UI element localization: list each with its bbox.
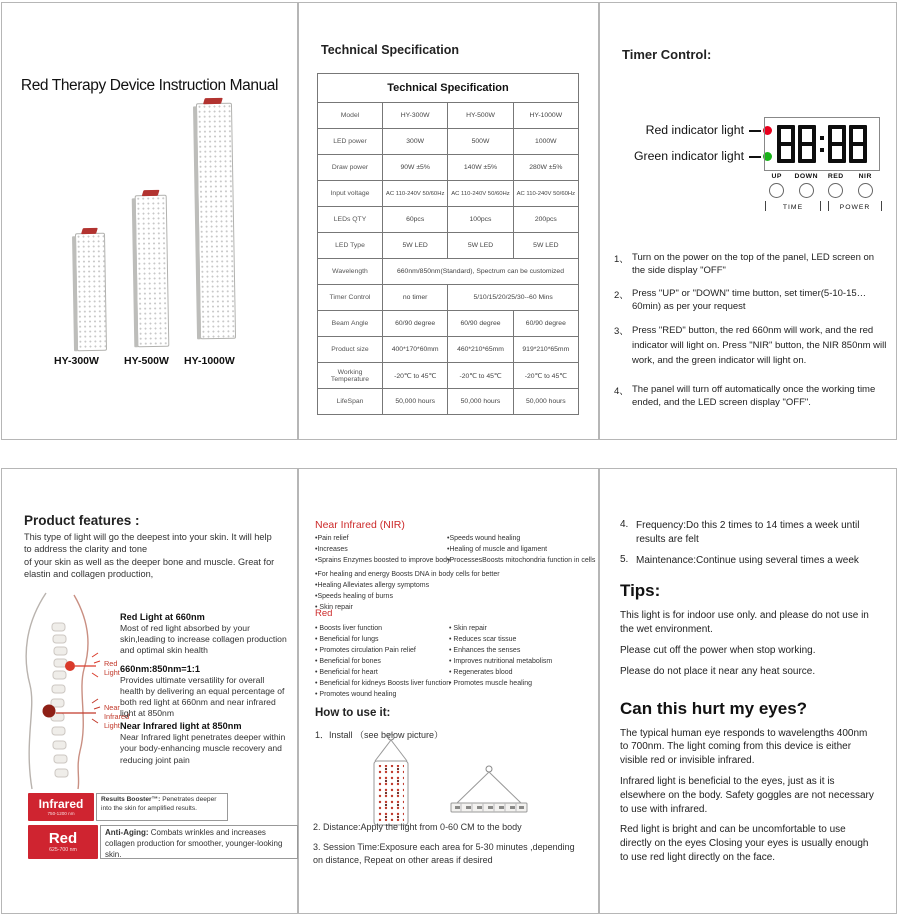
table-row [318,103,579,129]
table-row [318,233,579,259]
seg-colon [820,136,824,152]
list-item: 4、 The panel will turn off automatically once the working time ended, and the LED screen display "OFF". [614,383,876,408]
cell: 200pcs [513,207,578,233]
red-indicator-label: Red indicator light [645,123,744,137]
cell: HY-1000W [513,103,578,129]
row-label: Working Temperature [318,363,383,389]
list-item: • Skin repair [449,625,487,632]
list-item: •Healing of muscle and ligament [447,546,548,553]
down-button-icon [799,183,814,198]
timer-steps [614,251,888,418]
cell: 5/10/15/20/25/30--60 Mins [448,285,579,311]
list-item: • Boosts liver function [315,625,383,632]
list-item: • Promotes circulation Pain relief [315,647,416,654]
red-light-dot-icon [65,661,75,671]
tips-content [620,519,878,872]
list-item: • Beneficial for kidneys Boosts liver function [315,680,451,687]
list-item: •Sprains Enzymes boosted to improve body [315,557,451,564]
table-row [318,311,579,337]
red-indicator-row [600,123,772,137]
up-button-label: UP [771,173,782,180]
distance-step: 2. Distance:Apply the light from 0-60 CM to the body [313,822,522,832]
red-button-label: RED [827,173,844,180]
tip-text: Please cut off the power when stop working. [620,644,816,656]
cell: HY-500W [448,103,513,129]
row-label: Beam Angle [318,311,383,337]
nir-button-icon [858,183,873,198]
row-label: Input voltage [318,181,383,207]
cell: 300W [383,129,448,155]
list-item: •Increases [315,546,348,553]
cell: 500W [448,129,513,155]
table-row [318,259,579,285]
eyes-text: Infrared light is beneficial to the eyes, just as it is elsewhere on the body. Safety goggles are not necessary to use with infrared. [620,775,874,815]
red-heading: Red [315,608,333,619]
infrared-badge: Infrared 750-1200 nm [28,793,94,821]
device-label-1000w: HY-1000W [184,355,235,367]
row-label: LifeSpan [318,389,383,415]
list-item: • Skin repair [315,604,353,611]
cell: 50,000 hours [383,389,448,415]
cell: 919*210*65mm [513,337,578,363]
cell: 5W LED [513,233,578,259]
eyes-text: The typical human eye responds to wavelengths 400nm to 700nm. The light coming from this device is either visible red or invisible infrared. [620,727,868,767]
list-item: 2、 Press "UP" or "DOWN" time button, set timer(5-10-15…60min) as per your request [614,287,867,313]
cell: HY-300W [383,103,448,129]
panel-cover [1,2,298,440]
red-right-column [449,623,552,700]
seg-digit [828,125,846,163]
nir-full-items [315,569,593,613]
row-label: LEDs QTY [318,207,383,233]
cell: -20℃ to 45℃ [383,363,448,389]
table-row [318,207,579,233]
nir-light-diagram-label: Near Infrared Light [104,703,130,731]
cell: 660nm/850nm(Standard), Spectrum can be customized [383,259,579,285]
cell: AC 110-240V 50/60Hz [448,181,513,207]
block-title: Near Infrared light at 850nm [120,721,242,732]
list-item: 1、 Turn on the power on the top of the panel, LED screen on the side display "OFF" [614,252,875,277]
features-heading: Product features : [24,513,140,528]
panel-timer [599,2,897,440]
row-label: Draw power [318,155,383,181]
cell: AC 110-240V 50/60Hz [513,181,578,207]
block-title: Red Light at 660nm [120,612,205,622]
table-row [318,74,579,103]
device-label-500w: HY-500W [124,355,169,367]
infrared-badge-row [28,793,228,821]
red-badge-text: Anti-Aging: Combats wrinkles and increases collagen production for smoother, younger-looking skin. [100,825,298,859]
device-image-500w [135,195,170,348]
red-light-diagram-label: Red Light [104,659,120,678]
list-item: 4. Frequency:Do this 2 times to 14 times a week until results are felt [620,519,860,545]
list-item: • Regenerates blood [449,669,513,676]
panel-features [1,468,298,914]
tips-heading: Tips: [620,581,661,601]
nir-columns [315,533,595,566]
red-left-column [315,623,449,700]
list-item: • Beneficial for lungs [315,636,379,643]
cell: 50,000 hours [513,389,578,415]
block-title: 660nm:850nm=1:1 [120,663,200,674]
list-item: • Enhances the senses [449,647,521,654]
cell: -20℃ to 45℃ [448,363,513,389]
cell: 90W ±5% [383,155,448,181]
list-item: • Promotes wound healing [315,691,397,698]
block-body: Most of red light absorbed by your skin,leading to increase collagen production and optimal skin health [120,623,287,656]
time-group-label: TIME [765,201,821,211]
install-step: 1．Install （see below picture） [315,730,444,740]
tip-text: This light is for indoor use only. and please do not use in the wet environment. [620,610,869,636]
nir-right-column [447,533,595,566]
feature-blocks [120,605,290,766]
cell: 460*210*65mm [448,337,513,363]
cell: 60pcs [383,207,448,233]
seg-digit [849,125,867,163]
row-label: LED power [318,129,383,155]
table-row [318,337,579,363]
red-badge: Red 625-700 nm [28,825,98,859]
device-label-300w: HY-300W [54,355,99,367]
nir-heading: Near Infrared (NIR) [315,519,405,531]
infrared-badge-text: Results Booster™: Penetrates deeper into the skin for amplified results. [96,793,228,821]
green-indicator-label: Green indicator light [633,149,744,163]
list-item: • Improves nutritional metabolism [449,658,553,665]
list-item: • Beneficial for bones [315,658,381,665]
list-item: •Healing Alleviates allergy symptoms [315,582,430,589]
row-label: Timer Control [318,285,383,311]
eyes-heading: Can this hurt my eyes? [620,698,808,718]
cell: 280W ±5% [513,155,578,181]
red-button [821,173,851,198]
panel-tips [599,468,897,914]
cell: AC 110-240V 50/60Hz [383,181,448,207]
device-image-1000w [196,103,236,340]
seg-digit [798,125,816,163]
device-image-300w [75,233,107,352]
red-columns [315,623,595,700]
block-body: Provides ultimate versatility for overall health by delivering an equal percentage of both red light at 660nm and near infrared light at 850nm [120,674,285,719]
cell: 60/90 degree [448,311,513,337]
list-item: •For healing and energy Boosts DNA in body cells for better [315,571,500,578]
red-button-icon [828,183,843,198]
pointer-line [749,130,761,132]
eyes-text: Red light is bright and can be uncomfortable to use directly on the eyes Closing your eyes is usually enough to use red light directly on the face. [620,824,869,863]
cell: -20℃ to 45℃ [513,363,578,389]
power-group-label: POWER [828,201,882,211]
panel-spec [298,2,599,440]
timer-buttons [762,173,880,198]
list-item: •Speeds wound healing [447,535,521,542]
table-row [318,155,579,181]
table-row [318,129,579,155]
how-to-use-heading: How to use it: [315,707,391,719]
cell: no timer [383,285,448,311]
seg-digit [777,125,795,163]
row-label: Wavelength [318,259,383,285]
cell: 5W LED [383,233,448,259]
panel-benefits [298,468,599,914]
table-row [318,363,579,389]
row-label: LED Type [318,233,383,259]
cell: 60/90 degree [383,311,448,337]
spec-table-title: Technical Specification [318,74,579,103]
list-item: • Reduces scar tissue [449,636,517,643]
pointer-line [749,156,761,158]
down-button [792,173,822,198]
spec-table [317,73,579,415]
table-row [318,389,579,415]
timer-heading: Timer Control: [622,47,712,62]
features-intro: This type of light will go the deepest into your skin. It will help to address the clarity and tone of your skin as well as the deeper bone and muscle. Great for elastin and collagen production, [24,532,275,580]
session-time-step: 3. Session Time:Exposure each area for 5-30 minutes ,depending on distance, Repeat on other areas if desired [313,842,575,865]
list-item: •Speeds healing of burns [315,593,393,600]
list-item: •ProcessesBoosts mitochondria function in cells [447,557,596,564]
list-item: • Beneficial for heart [315,669,378,676]
table-row [318,285,579,311]
list-item: 5. Maintenance:Continue using several times a week [620,553,859,566]
cell: 100pcs [448,207,513,233]
list-item: • Promotes muscle healing [449,680,532,687]
list-item: 3、 Press "RED" button, the red 660nm will work, and the red indicator will light on. Press "NIR" button, the NIR 850nm will work, and the green indicator will light on. [614,324,887,367]
nir-button-label: NIR [858,173,872,180]
cell: 5W LED [448,233,513,259]
nir-left-column [315,533,451,566]
red-badge-row [28,825,298,859]
cell: 60/90 degree [513,311,578,337]
led-display [764,117,880,171]
row-label: Product size [318,337,383,363]
cell: 1000W [513,129,578,155]
down-button-label: DOWN [794,173,819,180]
block-body: Near Infrared light penetrates deeper within your body-enhancing muscle recovery and reducing joint pain [120,732,286,765]
green-indicator-row [600,149,772,163]
spec-heading: Technical Specification [321,43,460,57]
nir-button [851,173,881,198]
nir-light-dot-icon [43,705,56,718]
cell: 400*170*60mm [383,337,448,363]
up-button [762,173,792,198]
manual-title: Red Therapy Device Instruction Manual [20,77,279,94]
row-label: Model [318,103,383,129]
tip-text: Please do not place it near any heat source. [620,665,816,677]
cell: 50,000 hours [448,389,513,415]
up-button-icon [769,183,784,198]
list-item: •Pain relief [315,535,349,542]
table-row [318,181,579,207]
cell: 140W ±5% [448,155,513,181]
